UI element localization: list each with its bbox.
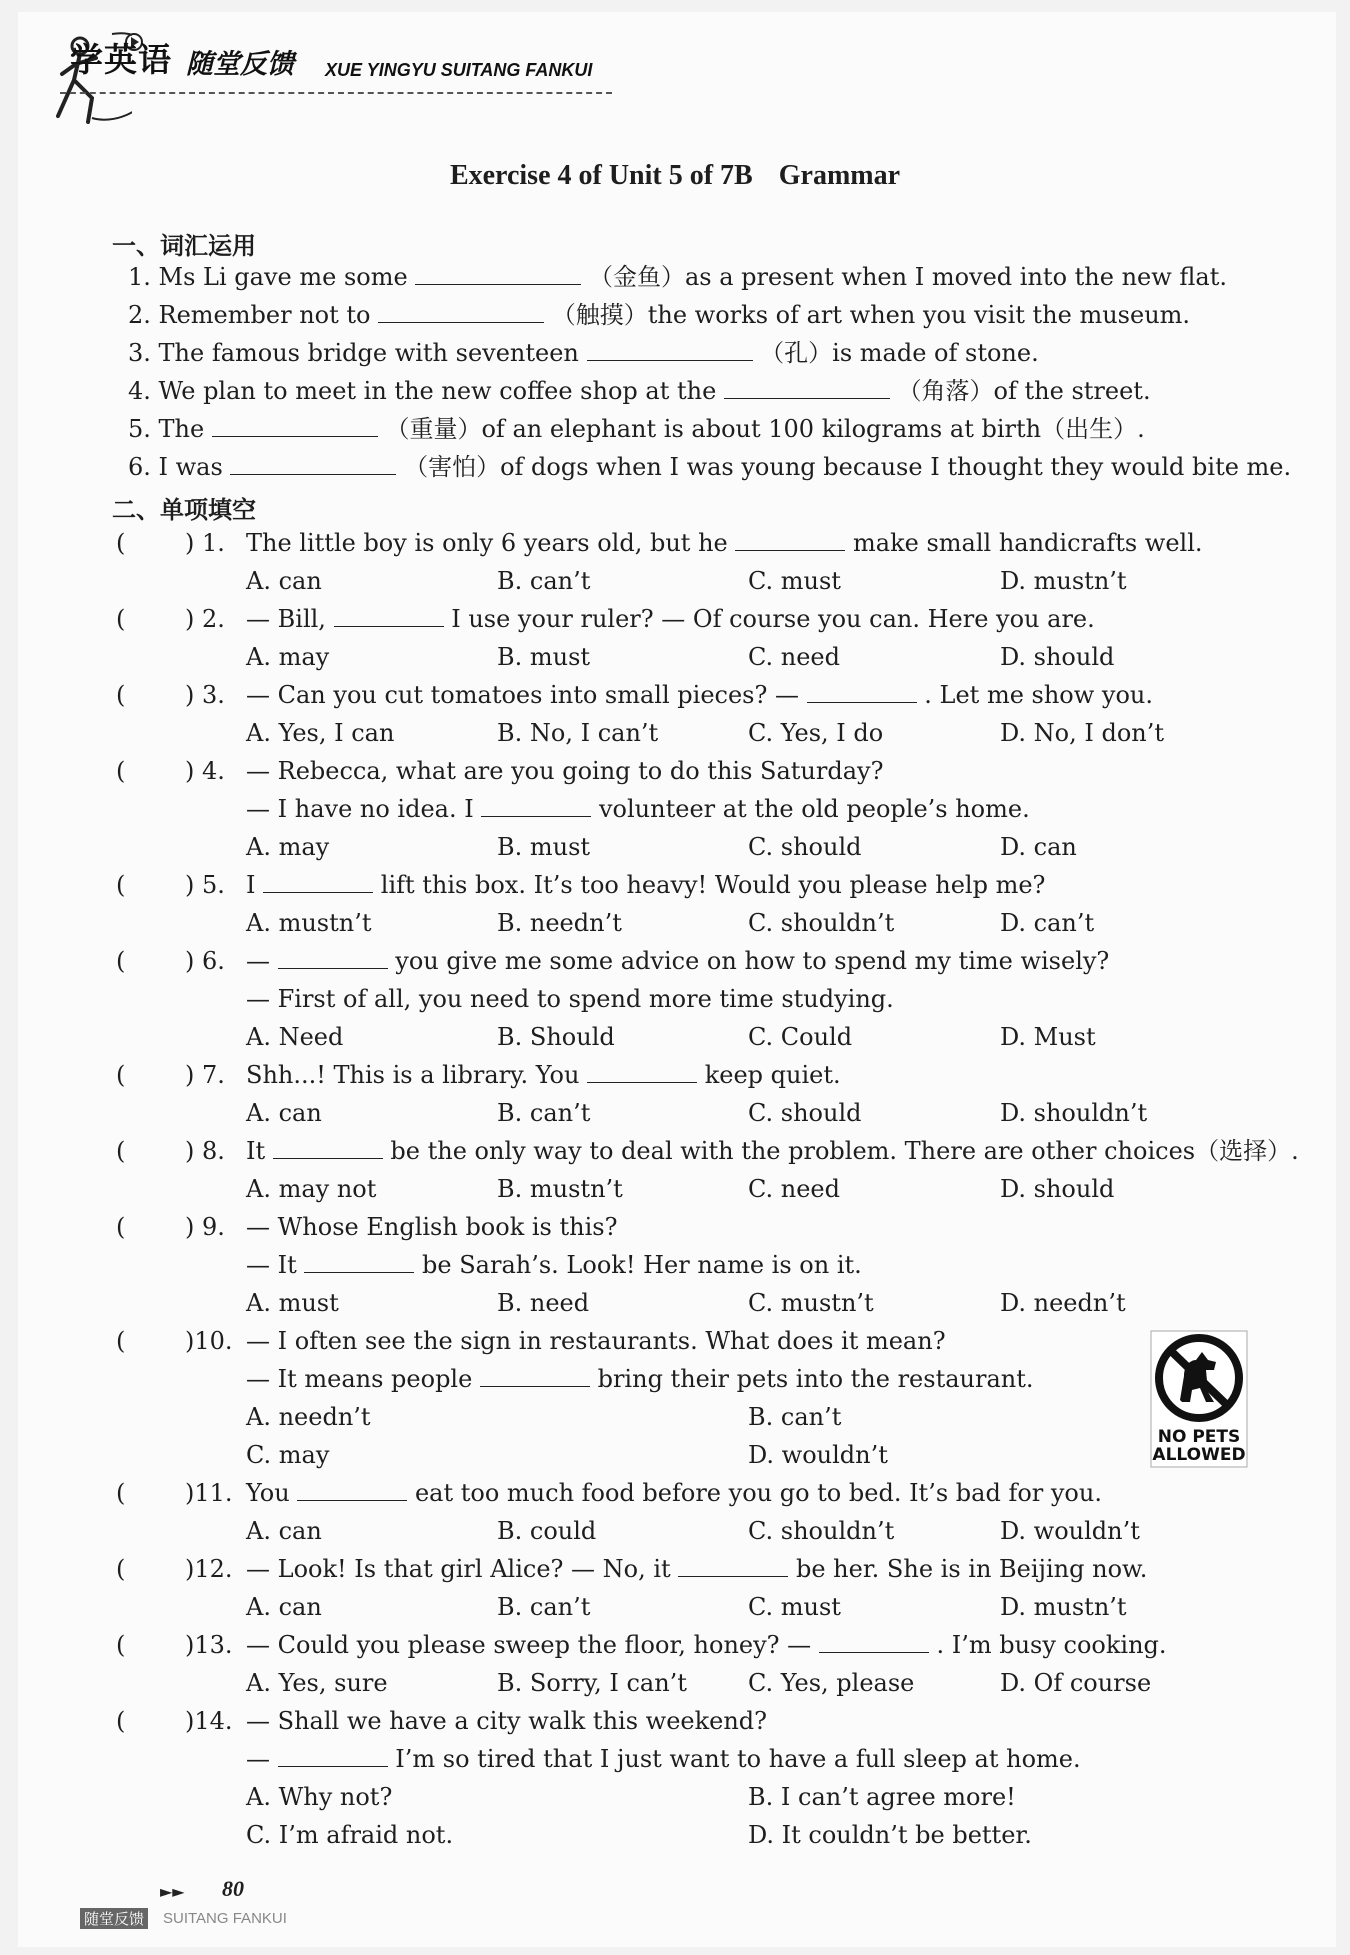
option-c[interactable]: C. shouldn’t <box>748 1517 895 1545</box>
question-text-pre: — <box>246 947 270 975</box>
question-text-pre: — I often see the sign in restaurants. What does it mean? <box>246 1327 946 1355</box>
option-c[interactable]: C. shouldn’t <box>748 909 895 937</box>
logo-title-cn: 学英语 <box>70 40 172 79</box>
vocab-item-text: 6. I was <box>128 453 223 481</box>
question-answer-blank[interactable] <box>819 1630 929 1653</box>
option-b[interactable]: B. need <box>497 1289 590 1317</box>
logo-subtitle-cn: 随堂反馈 <box>186 49 294 80</box>
option-c[interactable]: C. must <box>748 567 841 595</box>
question-text <box>246 1706 767 1736</box>
option-c[interactable]: C. Yes, I do <box>748 719 884 747</box>
question-text-pre: — Look! Is that girl Alice? — No, it <box>246 1555 671 1583</box>
question-number: )13. <box>185 1631 233 1659</box>
vocab-item <box>128 262 1227 292</box>
question-text-pre: I <box>246 871 256 899</box>
option-c[interactable]: C. Could <box>748 1023 853 1051</box>
section-choice-heading: 二、单项填空 <box>112 496 256 524</box>
question-text-pre: — Shall we have a city walk this weekend? <box>246 1707 768 1735</box>
vocab-item-text: 2. Remember not to <box>128 301 371 329</box>
answer-paren[interactable]: ( <box>116 757 126 785</box>
vocab-answer-blank[interactable] <box>724 376 890 399</box>
option-c[interactable]: C. should <box>748 1099 862 1127</box>
question-text <box>246 756 883 786</box>
option-b[interactable]: B. must <box>497 833 591 861</box>
option-c[interactable]: C. may <box>246 1441 330 1469</box>
answer-paren[interactable]: ( <box>116 681 126 709</box>
question-text-post: be the only way to deal with the problem. There are other choices（选择）. <box>390 1137 1299 1165</box>
vocab-answer-blank[interactable] <box>230 452 396 475</box>
vocab-item-hint: （触摸）the works of art when you visit the museum. <box>551 301 1191 329</box>
answer-paren[interactable]: ( <box>116 605 126 633</box>
option-a[interactable]: A. must <box>246 1289 339 1317</box>
answer-paren[interactable]: ( <box>116 1631 126 1659</box>
option-a[interactable]: A. Yes, I can <box>246 719 395 747</box>
option-d[interactable]: D. should <box>1000 643 1115 671</box>
question-answer-blank[interactable] <box>297 1478 407 1501</box>
option-d[interactable]: D. shouldn’t <box>1000 1099 1148 1127</box>
question-answer-blank[interactable] <box>807 680 917 703</box>
question-answer-blank[interactable] <box>278 946 388 969</box>
question-text-pre: You <box>246 1479 290 1507</box>
question-number: ) 3. <box>185 681 225 709</box>
option-b[interactable]: B. Sorry, I can’t <box>497 1669 687 1697</box>
answer-paren[interactable]: ( <box>116 1137 126 1165</box>
answer-paren[interactable]: ( <box>116 871 126 899</box>
option-c[interactable]: C. must <box>748 1593 841 1621</box>
vocab-answer-blank[interactable] <box>415 262 581 285</box>
option-c[interactable]: C. should <box>748 833 862 861</box>
question-text-post: make small handicrafts well. <box>853 529 1203 557</box>
option-a[interactable]: A. mustn’t <box>246 909 372 937</box>
question-number: ) 1. <box>185 529 225 557</box>
option-d[interactable]: D. can <box>1000 833 1077 861</box>
option-c[interactable]: C. need <box>748 1175 840 1203</box>
vocab-item <box>128 338 1039 368</box>
question-number: ) 6. <box>185 947 225 975</box>
option-c[interactable]: C. I’m afraid not. <box>246 1821 454 1849</box>
question-text <box>246 604 1095 634</box>
answer-paren[interactable]: ( <box>116 1213 126 1241</box>
question-text-post: I use your ruler? — Of course you can. Here you are. <box>451 605 1095 633</box>
question-text-pre: — Could you please sweep the floor, honey? — <box>246 1631 812 1659</box>
question-text-pre: — Bill, <box>246 605 326 633</box>
question-answer-blank[interactable] <box>480 1364 590 1387</box>
question-text-pre: — I have no idea. I <box>246 795 474 823</box>
option-d[interactable]: D. mustn’t <box>1000 1593 1127 1621</box>
question-text <box>246 1554 1147 1584</box>
question-text <box>246 946 1109 976</box>
question-text <box>246 870 1045 900</box>
footer-label-cn: 随堂反馈 <box>80 1908 148 1929</box>
question-text <box>246 1630 1167 1660</box>
question-text-pre: — <box>246 1745 270 1773</box>
question-text-pre: The little boy is only 6 years old, but he <box>246 529 728 557</box>
answer-paren[interactable]: ( <box>116 1327 126 1355</box>
logo-pinyin: XUE YINGYU SUITANG FANKUI <box>325 60 593 80</box>
option-a[interactable]: A. can <box>246 1593 322 1621</box>
vocab-item <box>128 376 1151 406</box>
question-number: )11. <box>185 1479 233 1507</box>
vocab-item-hint: （孔）is made of stone. <box>760 339 1039 367</box>
title-exercise: Exercise 4 of Unit 5 of 7B <box>449 160 753 191</box>
question-text <box>246 1250 862 1280</box>
vocab-item-text: 1. Ms Li gave me some <box>128 263 408 291</box>
question-text-post: bring their pets into the restaurant. <box>597 1365 1034 1393</box>
option-d[interactable]: D. should <box>1000 1175 1115 1203</box>
question-number: )14. <box>185 1707 233 1735</box>
vocab-item-hint: （角落）of the street. <box>897 377 1151 405</box>
answer-paren[interactable]: ( <box>116 1061 126 1089</box>
title-topic: Grammar <box>778 160 901 191</box>
option-d[interactable]: D. needn’t <box>1000 1289 1126 1317</box>
option-b[interactable]: B. mustn’t <box>497 1175 623 1203</box>
option-b[interactable]: B. Should <box>497 1023 615 1051</box>
question-answer-blank[interactable] <box>735 528 845 551</box>
question-text <box>246 794 1030 824</box>
question-number: ) 5. <box>185 871 225 899</box>
question-text-post: be her. She is in Beijing now. <box>795 1555 1148 1583</box>
question-text-pre: — Can you cut tomatoes into small pieces? — <box>246 681 799 709</box>
question-answer-blank[interactable] <box>273 1136 383 1159</box>
option-a[interactable]: A. Why not? <box>246 1783 393 1811</box>
question-text-post: I’m so tired that I just want to have a full sleep at home. <box>395 1745 1081 1773</box>
vocab-item-text: 4. We plan to meet in the new coffee shop at the <box>128 377 717 405</box>
question-text <box>246 1364 1034 1394</box>
question-text-pre: — Rebecca, what are you going to do this Saturday? <box>246 757 884 785</box>
question-text-post: keep quiet. <box>704 1061 841 1089</box>
sign-line2: ALLOWED <box>1152 1445 1246 1465</box>
option-b[interactable]: B. could <box>497 1517 597 1545</box>
vocab-answer-blank[interactable] <box>212 414 378 437</box>
question-answer-blank[interactable] <box>278 1744 388 1767</box>
vocab-item-text: 5. The <box>128 415 205 443</box>
question-text-pre: Shh...! This is a library. You <box>246 1061 580 1089</box>
question-text-post: volunteer at the old people’s home. <box>599 795 1030 823</box>
footer-arrows-icon: ►► <box>160 1882 185 1901</box>
question-text-post: you give me some advice on how to spend my time wisely? <box>395 947 1110 975</box>
question-text-post: . Let me show you. <box>924 681 1154 709</box>
question-answer-blank[interactable] <box>263 870 373 893</box>
question-text-pre: It <box>246 1137 266 1165</box>
answer-paren[interactable]: ( <box>116 1479 126 1507</box>
question-number: ) 7. <box>185 1061 225 1089</box>
option-b[interactable]: B. can’t <box>497 1099 591 1127</box>
option-d[interactable]: D. No, I don’t <box>1000 719 1165 747</box>
answer-paren[interactable]: ( <box>116 1707 126 1735</box>
option-b[interactable]: B. needn’t <box>497 909 622 937</box>
vocab-item <box>128 300 1190 330</box>
question-text-post: eat too much food before you go to bed. It’s bad for you. <box>414 1479 1102 1507</box>
option-b[interactable]: B. must <box>497 643 591 671</box>
option-a[interactable]: A. needn’t <box>246 1403 371 1431</box>
question-text-post: be Sarah’s. Look! Her name is on it. <box>422 1251 862 1279</box>
question-answer-blank[interactable] <box>334 604 444 627</box>
option-a[interactable]: A. may <box>246 643 330 671</box>
page-title <box>0 160 1350 192</box>
question-answer-blank[interactable] <box>678 1554 788 1577</box>
question-text <box>246 1326 946 1356</box>
question-text-post: . I’m busy cooking. <box>936 1631 1167 1659</box>
option-d[interactable]: D. It couldn’t be better. <box>748 1821 1032 1849</box>
option-b[interactable]: B. can’t <box>497 567 591 595</box>
option-c[interactable]: C. need <box>748 643 840 671</box>
question-text <box>246 1212 617 1242</box>
option-a[interactable]: A. can <box>246 567 322 595</box>
page-number: 80 <box>222 1876 244 1901</box>
vocab-answer-blank[interactable] <box>587 338 753 361</box>
option-b[interactable]: B. No, I can’t <box>497 719 659 747</box>
no-pets-sign <box>1150 1330 1248 1468</box>
no-dogs-icon <box>1150 1330 1248 1468</box>
vocab-item-text: 3. The famous bridge with seventeen <box>128 339 579 367</box>
option-b[interactable]: B. I can’t agree more! <box>748 1783 1016 1811</box>
question-text <box>246 528 1203 558</box>
question-text <box>246 680 1153 710</box>
question-number: ) 8. <box>185 1137 225 1165</box>
question-number: )10. <box>185 1327 233 1355</box>
question-text-pre: — It <box>246 1251 297 1279</box>
question-text <box>246 1744 1081 1774</box>
question-text-pre: — First of all, you need to spend more time studying. <box>246 985 894 1013</box>
question-answer-blank[interactable] <box>587 1060 697 1083</box>
option-b[interactable]: B. can’t <box>748 1403 842 1431</box>
answer-paren[interactable]: ( <box>116 529 126 557</box>
header-divider <box>60 92 612 94</box>
option-d[interactable]: D. wouldn’t <box>748 1441 888 1469</box>
question-text <box>246 1478 1102 1508</box>
question-text <box>246 1060 841 1090</box>
section-vocab-heading: 一、词汇运用 <box>112 232 256 260</box>
question-text <box>246 984 894 1014</box>
option-d[interactable]: D. Must <box>1000 1023 1096 1051</box>
answer-paren[interactable]: ( <box>116 947 126 975</box>
option-a[interactable]: A. may <box>246 833 330 861</box>
option-a[interactable]: A. can <box>246 1099 322 1127</box>
question-answer-blank[interactable] <box>481 794 591 817</box>
option-a[interactable]: A. may not <box>246 1175 377 1203</box>
option-b[interactable]: B. can’t <box>497 1593 591 1621</box>
question-number: ) 9. <box>185 1213 225 1241</box>
option-d[interactable]: D. Of course <box>1000 1669 1152 1697</box>
question-number: ) 2. <box>185 605 225 633</box>
option-d[interactable]: D. can’t <box>1000 909 1095 937</box>
option-a[interactable]: A. Yes, sure <box>246 1669 388 1697</box>
footer-label-pinyin: SUITANG FANKUI <box>163 1910 287 1927</box>
sign-line1: NO PETS <box>1157 1427 1241 1447</box>
question-number: ) 4. <box>185 757 225 785</box>
option-c[interactable]: C. Yes, please <box>748 1669 915 1697</box>
vocab-item <box>128 452 1291 482</box>
vocab-answer-blank[interactable] <box>378 300 544 323</box>
question-number: )12. <box>185 1555 233 1583</box>
option-a[interactable]: A. Need <box>246 1023 344 1051</box>
vocab-item-hint: （重量）of an elephant is about 100 kilograms at birth（出生）. <box>385 415 1145 443</box>
question-text <box>246 1136 1299 1166</box>
answer-paren[interactable]: ( <box>116 1555 126 1583</box>
option-d[interactable]: D. mustn’t <box>1000 567 1127 595</box>
option-c[interactable]: C. mustn’t <box>748 1289 874 1317</box>
question-answer-blank[interactable] <box>304 1250 414 1273</box>
vocab-item-hint: （金鱼）as a present when I moved into the new flat. <box>588 263 1228 291</box>
question-text-pre: — Whose English book is this? <box>246 1213 618 1241</box>
vocab-item <box>128 414 1145 444</box>
option-d[interactable]: D. wouldn’t <box>1000 1517 1140 1545</box>
vocab-item-hint: （害怕）of dogs when I was young because I thought they would bite me. <box>404 453 1292 481</box>
option-a[interactable]: A. can <box>246 1517 322 1545</box>
question-text-pre: — It means people <box>246 1365 473 1393</box>
question-text-post: lift this box. It’s too heavy! Would you please help me? <box>380 871 1046 899</box>
